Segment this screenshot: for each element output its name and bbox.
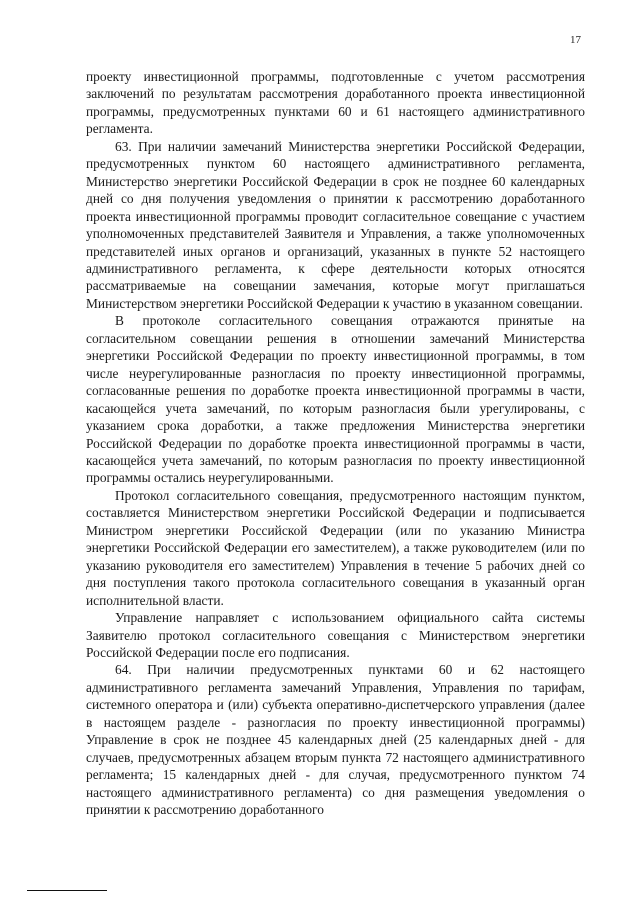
paragraph-protocol-sending: Управление направляет с использованием официального сайта системы Заявителю протокол согласительного совещания с Министерством энергетики Российской Федерации после его подписания. xyxy=(86,610,585,660)
paragraph-item-64: 64. При наличии предусмотренных пунктами 60 и 62 настоящего административного регламента замечаний Управления, Управления по тарифам, системного оператора и (или) субъекта оперативно-диспетчерского управления (далее в настоящем разделе - разногласия по проекту инвестиционной программы) Управление в срок не позднее 45 календарных дней (25 календарных дней - для случаев, предусмотренных абзацем вторым пункта 72 настоящего административного регламента; 15 календарных дней - для случая, предусмотренного пунктом 74 настоящего административного регламента) со дня размещения уведомления о принятии к рассмотрению доработанного xyxy=(86,662,585,818)
document-body xyxy=(86,68,585,818)
paragraph-continuation: проекту инвестиционной программы, подготовленные с учетом рассмотрения заключений по результатам рассмотрения доработанного проекта инвестиционной программы, предусмотренных пунктами 60 и 61 настоящего административного регламента. xyxy=(86,69,585,137)
paragraph-item-63: 63. При наличии замечаний Министерства энергетики Российской Федерации, предусмотренных пунктом 60 настоящего административного регламента, Министерство энергетики Российской Федерации в срок не позднее 60 календарных дней со дня получения уведомления о принятии к рассмотрению доработанного проекта инвестиционной программы проводит согласительное совещание с участием уполномоченных представителей Заявителя и Управления, а также уполномоченных представителей иных органов и организаций, указанных в пункте 52 настоящего административного регламента, к сфере деятельности которых относятся рассматриваемые на совещании замечания, которые могут приглашаться Министерством энергетики Российской Федерации к участию в указанном совещании. xyxy=(86,138,585,311)
paragraph-protocol-content: В протоколе согласительного совещания отражаются принятые на согласительном совещании решения в отношении замечаний Министерства энергетики Российской Федерации по проекту инвестиционной программы, в том числе неурегулированные разногласия по проекту инвестиционной программы, согласованные решения по доработке проекта инвестиционной программы в части, касающейся учета замечаний, по которым разногласия были урегулированы, с указанием срока доработки, а также предложения Министерства энергетики Российской Федерации по доработке проекта инвестиционной программы в части, касающейся учета замечаний, по которым разногласия по проекту инвестиционной программы остались неурегулированными. xyxy=(86,313,585,486)
footnote-separator-line xyxy=(27,890,107,891)
paragraph-protocol-signing: Протокол согласительного совещания, предусмотренного настоящим пунктом, составляется Министерством энергетики Российской Федерации и подписывается Министром энергетики Российской Федерации (или по указанию Министра энергетики Российской Федерации его заместителем), а также руководителем (или по указанию руководителя его заместителем) Управления в течение 5 рабочих дней со дня поступления такого протокола согласительного совещания в указанный орган исполнительной власти. xyxy=(86,487,585,608)
page-number: 17 xyxy=(570,34,581,46)
